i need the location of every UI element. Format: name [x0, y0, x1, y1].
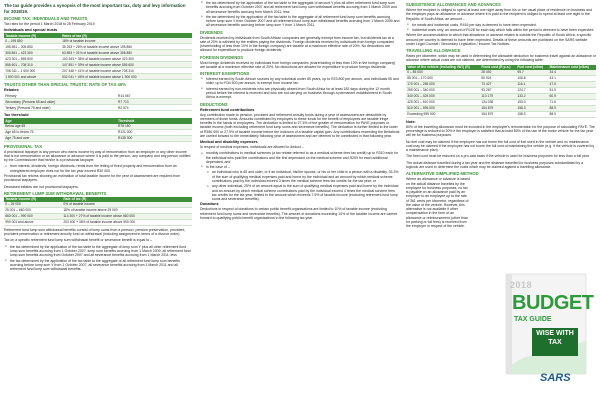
note-text-4: The actual distance travelled during a tax year and the distance travelled for business purposes substantiated by a logbook are used to determine the costs which may be claimed against a travelling allowance.	[406, 160, 584, 169]
budget-guide-cover	[470, 270, 600, 400]
interest-bullet: ● Interest earned by non-residents who are physically absent from South Africa for at least 183 days during the 12 month period before the interest is received and who are not carrying on business through a permanent establishment in South Africa is exempt.	[206, 87, 400, 100]
note-text: 80% of the travelling allowance must be included in the employee's remuneration for the purpose of calculating PAYE. The percentage is reduced to 20% if the employer is satisfied that at least 80% of the use of the motor vehicle for the tax year will be for business purposes.	[406, 124, 595, 138]
table-row: 0 – 85 000 28 492 95.7 34.4	[406, 70, 596, 76]
retirement-heading: RETIREMENT LUMP SUM WITHDRAWAL BENEFITS	[4, 190, 107, 196]
wise-with-tax-badge: WISE WITH TAX	[532, 328, 578, 356]
subsistence-text: Where the recipient is obliged to spend at least one night away from his or her usual place of residence on business and the employer pays an allowance or advance where it is paid to the recipient is obliged to spend at least one night in the Republic of South Africa, an amount –	[406, 8, 592, 21]
intro-text: The tax guide provides a synopsis of the most important tax, duty and levy information for 2018/19.	[4, 3, 186, 14]
note-text-2: No fuel cost may be claimed if the employee has not borne the full cost of fuel used in the vehicle and no maintenance cost may be claimed if the employee has not borne the full cost of maintaining the vehicle (e.g. if the vehicle is covered by a maintenance plan).	[406, 139, 595, 153]
provisional-heading: PROVISIONAL TAX	[4, 143, 43, 149]
medical-sub-bullet: ● an individual who is 65 and older, or if an individual, his/her spouse, or his or her child is a person with a disability, 33.3% of the sum of qualifying medical expenses paid and borne by the individual and an amount by which medical scheme contributions paid by the individual exceed 3 times the medical scheme fees tax credits for the tax year; or	[212, 170, 400, 183]
table-row: Below age 65 R78 150	[4, 124, 192, 130]
provisional-text: A provisional taxpayer is any person who earns income by way of remuneration from an employer or any other income that is not remuneration or an allowance or advance where it is paid to the person, any company and any person notified by the Commissioner that he/she is a provisional taxpayer.	[4, 149, 191, 163]
table-row: 255 001 – 340 000 93 267 124.7 51.9	[406, 87, 596, 93]
table-row: 170 001 – 255 000 73 427 116.1 47.5	[406, 81, 596, 87]
table-row: 423 301 – 555 600 100 263 + 36% of taxable income above 423 300	[4, 56, 192, 62]
table-row: 340 001 – 425 000 113 179 133.2 60.9	[406, 93, 596, 99]
retirement-bullet: ● the tax determined by the application of the tax table to the aggregate of all retirement fund lump sum benefits accruing before lump sum Y from 1 October 2007, all severance benefits accruing from 1 March 2011 and all retirement fund lump sum withdrawal benefits.	[10, 259, 192, 272]
subsistence-heading: SUBSISTENCE ALLOWANCES AND ADVANCES	[406, 2, 501, 7]
travel-table: Value of the vehicle (including VAT) (R) Fixed cost (R p.a.) Fuel cost (c/km) Maintenance cost (c/km) 0 – 85 000 28 492 95.7 34.4 85 001 – 170 000 50 924 106.8 43.1 170 001 – 255 000 73 427 116.1 47.5 255 001 – 340 000 93 267 124.7 51.9 340 001 – 425 000 113 179 133.2 60.9 425 001 – 510 000 134 035 153.0 71.6 510 001 – 595 000 154 879 158.3 88.9 Exceeding 595 000 154 879 158.3 88.9	[406, 65, 596, 118]
threshold-heading: Tax threshold	[4, 113, 29, 118]
table-row: 990 001 and above 203 400 + 36% of taxable income above 990 000	[4, 219, 192, 225]
table-row: 85 001 – 170 000 50 924 106.8 43.1	[406, 75, 596, 81]
table-row: Primary R14 067	[4, 93, 192, 99]
retirement-contrib-heading: Retirement fund contributions	[200, 107, 255, 112]
retirement-bullet: ● the tax determined by the application of the tax table to the aggregate of lump sum Y plus all other retirement fund lump sum benefits accruing from 1 October 2007, lump sum benefits accruing from 1 March 2009, all retirement fund lump sum benefits accruing from October 2007 and all severance benefits accruing from 1 March 2011; less	[10, 245, 192, 258]
individuals-heading: Individuals and special trusts	[4, 28, 58, 33]
income-tax-table	[4, 33, 192, 80]
medical-text: In respect of medical expenses, individuals are allowed to deduct –	[200, 145, 304, 150]
col-header: Rates of tax (R)	[61, 33, 192, 38]
subsistence-bullet: ● incidental costs only, an amount of R128 for each day which falls within the period is deemed to have been expended.	[412, 28, 596, 32]
travelling-heading: TRAVELLING ALLOWANCE	[406, 48, 461, 54]
deductions-heading: DEDUCTIONS	[200, 101, 228, 107]
table-row: 708 311 – 1 500 000 207 448 + 41% of taxable income above 708 310	[4, 68, 192, 74]
foreign-dividends-text: Most foreign dividends received by individuals from foreign companies (shareholding of less than 10% in the foreign company) are taxable at a maximum effective rate of 20%. No deductions are allowed for expenditure to produce foreign dividends.	[200, 60, 396, 69]
table-row: 25 001 – 660 000 18% of taxable income above 25 000	[4, 207, 192, 213]
rebates-heading: Rebates	[4, 88, 19, 93]
table-row: Exceeding 595 000 154 879 158.3 88.9	[406, 111, 596, 117]
medical-bullet: ● monthly contributions to medical schemes (a tax rebate referred to as a medical scheme fees tax credit) up to R310 each for the individual who paid the contributions and the first dependant on the medical scheme and R209 for each additional dependant; and	[206, 151, 400, 164]
foreign-dividends-heading: FOREIGN DIVIDENDS	[200, 54, 244, 60]
column-2	[200, 0, 400, 400]
threshold-table: Age Threshold Below age 65 R78 150 Age 65 to below 75 R121 000 Age 75 and over R135 300	[4, 118, 192, 141]
trusts-line: TRUSTS OTHER THAN SPECIAL TRUSTS: RATE OF TAX 45%	[4, 82, 126, 88]
lump-sum-bullet: ● the tax determined by the application of the tax table to the aggregate of amount Y plus all other retirement fund lump sum benefits accruing from October 2007 and all retirement fund lump sum withdrawal benefits accruing from 1 March 2009 and all severance benefits accruing from March 2011; less	[206, 1, 400, 14]
table-row: 305 851 – 423 300 63 853 + 31% of taxable income above 305 850	[4, 50, 192, 56]
interest-bullet: ● Interest earned by South African sources by any individual under 65 years, up to R23 800 per annum, and individuals 65 and older, up to R34 500 per annum, is exempt from income tax.	[206, 77, 400, 86]
interest-heading: INTEREST EXEMPTIONS	[200, 71, 250, 77]
medical-sub-bullet: ● any other individual, 25% of an amount equal to the sum of qualifying medical expenses paid and borne by the individual and an amount by which medical scheme contributions paid by the individual exceed 4 times the medical scheme fees tax credits for the tax year, limited to the amount which exceeds 7.5% of taxable income (excluding retirement fund lump sums and severance benefits).	[212, 184, 400, 201]
income-tax-heading: INCOME TAX: INDIVIDUALS AND TRUSTS	[4, 16, 88, 21]
retirement-tax-on: Tax on a specific retirement fund lump sum withdrawal benefit or severance benefit is equal to –	[4, 238, 153, 243]
retirement-text: Retirement fund lump sum withdrawal benefits consist of lump sums from a pension, pension preservation, provident, provident preservation or retirement annuity fund on withdrawal (including assignment in terms of a divorce order).	[4, 227, 186, 237]
retirement-table: Taxable income (R) Rate of tax (R) 0 – 25 000 0% of taxable income 25 001 – 660 000 18% of taxable income above 25 000 660 001 – 990 000 114 300 + 27% of taxable income above 660 000 990 001 and above 203 400 + 36% of taxable income above 990 000	[4, 197, 192, 226]
table-row: 425 001 – 510 000 134 035 153.0 71.6	[406, 99, 596, 105]
note-heading: Note:	[406, 119, 416, 124]
table-row: Secondary (Persons 65 and older) R7 713	[4, 99, 192, 105]
dividends-heading: DIVIDENDS	[200, 29, 223, 35]
note-text-3: The fixed cost must be reduced on a pro-rata basis if the vehicle is used for business purposes for less than a full year.	[406, 154, 590, 159]
table-row: 510 001 – 595 000 154 879 158.3 88.9	[406, 105, 596, 111]
subsistence-text-2: Where the accommodation to which that allowance or advance relates is outside the Republic of South Africa, a specific amount per country is deemed to have been expended. Details of these amounts are published on the SARS website under Legal Counsel / Secondary Legislation / Income Tax Notices.	[406, 33, 592, 46]
dividends-text: Dividends received by individuals from South African companies are generally exempt from income tax, but dividends tax at a rate of 20% is withheld by the entities paying the dividends. Foreign dividends received by individuals from foreign companies (shareholding of less than 10% in the foreign company) are taxable at a maximum effective rate of 20%. No deductions are allowed for expenditure to produce foreign dividends.	[200, 35, 394, 53]
provisional-bullet: ● from interest, dividends, foreign dividends, rental from the letting of fixed property and remuneration from an unregistered employer does not for the tax year exceed R30 000.	[10, 164, 192, 173]
medical-heading: Medical and disability expenses	[200, 140, 258, 145]
cover-tax-guide: TAX GUIDE	[514, 316, 552, 323]
table-row: 195 851 – 305 850 35 253 + 26% of taxable income above 195 850	[4, 44, 192, 50]
table-row: 0 – 195 850 18% of taxable income	[4, 38, 192, 44]
sars-logo: SARS	[540, 372, 571, 384]
donations-heading: Donations	[200, 202, 219, 207]
table-row: 1 500 001 and above 532 041 + 45% of taxable income above 1 500 000	[4, 74, 192, 80]
table-row: Age 65 to below 75 R121 000	[4, 129, 192, 135]
provisional-text-2: Provisional tax returns showing an estimation of total taxable income for the year of assessment are required from provisional taxpayers.	[4, 173, 181, 183]
retirement-contrib-text: Any contribution made to pension, provident and retirement annuity funds during a year of assessment are deductible by members of those funds. Amounts contributed by employers to these funds for the benefit of employees are taxable fringe benefits in the hands of employees. The deduction is limited to 27.5% of the greater of remuneration for PAYE purposes or taxable income (both excluding retirement fund lump sums and severance benefits). The deduction is further limited to the lower of R350 000 or 27.5% of taxable income before the inclusion of a taxable capital gain. Any contributions exceeding the limitations are carried forward to the immediately following year of assessment and are deemed to be contributed in that following year.	[200, 112, 400, 138]
travelling-text: Rates per kilometre, which may be used in determining the allowable deduction for business travel against an allowance or advance where actual costs are not claimed, are determined by using the following table:	[406, 54, 596, 63]
table-row: Tertiary (Persons 75 and older) R2 574	[4, 105, 192, 111]
lump-sum-bullet: ● the tax determined by the application of the tax table to the aggregate of all retirement fund lump sum benefits accruing before lump sum Y from October 2007 and all retirement fund lump sum withdrawal benefits accruing from 1 March 2009 and all severance benefits accruing before lump sum Y from 1 March 2011.	[206, 15, 400, 28]
table-row: Age 75 and over R135 300	[4, 135, 192, 141]
donations-text: Deductions in respect of donations to certain public benefit organisations are limited to 10% of taxable income (excluding retirement fund lump sums and severance benefits). The amount of donations exceeding 10% of the taxable income are carried forward to qualifying public benefit organisations in the following tax year.	[200, 207, 398, 220]
subsistence-bullet: ● for meals and incidental costs, R416 per day is deemed to have been expended.	[412, 23, 596, 27]
table-row: 0 – 25 000 0% of taxable income	[4, 202, 192, 208]
income-tax-subtitle: Tax rates for the period 1 March 2018 to 28 February 2019	[4, 22, 95, 26]
provisional-text-3: Deceased estates are not provisional taxpayers.	[4, 184, 79, 189]
table-row: 660 001 – 990 000 114 300 + 27% of taxable income above 660 000	[4, 213, 192, 219]
table-row: 555 601 – 708 310 147 891 + 39% of taxable income above 555 600	[4, 62, 192, 68]
medical-bullet: ● in the case of –	[206, 165, 400, 169]
column-1	[4, 0, 192, 400]
rebates-table	[4, 93, 192, 111]
alt-method-text: Where an allowance or advance is based on the actual distance travelled by the employee for business purposes, no tax is payable on an allowance paid by an employer to an employee up to the rate of 361 cents per kilometre, regardless of the value of the vehicle. However, this alternative is not available if other compensation in the form of an allowance or reimbursement (other than for parking or toll fees) is received from the employer in respect of the vehicle.	[406, 177, 471, 229]
alt-method-heading: ALTERNATIVE SIMPLIFIED METHOD	[406, 171, 479, 177]
col-header: Taxable income (R)	[4, 33, 61, 38]
cover-year: 2018	[510, 280, 533, 290]
cover-budget: BUDGET	[512, 292, 594, 314]
